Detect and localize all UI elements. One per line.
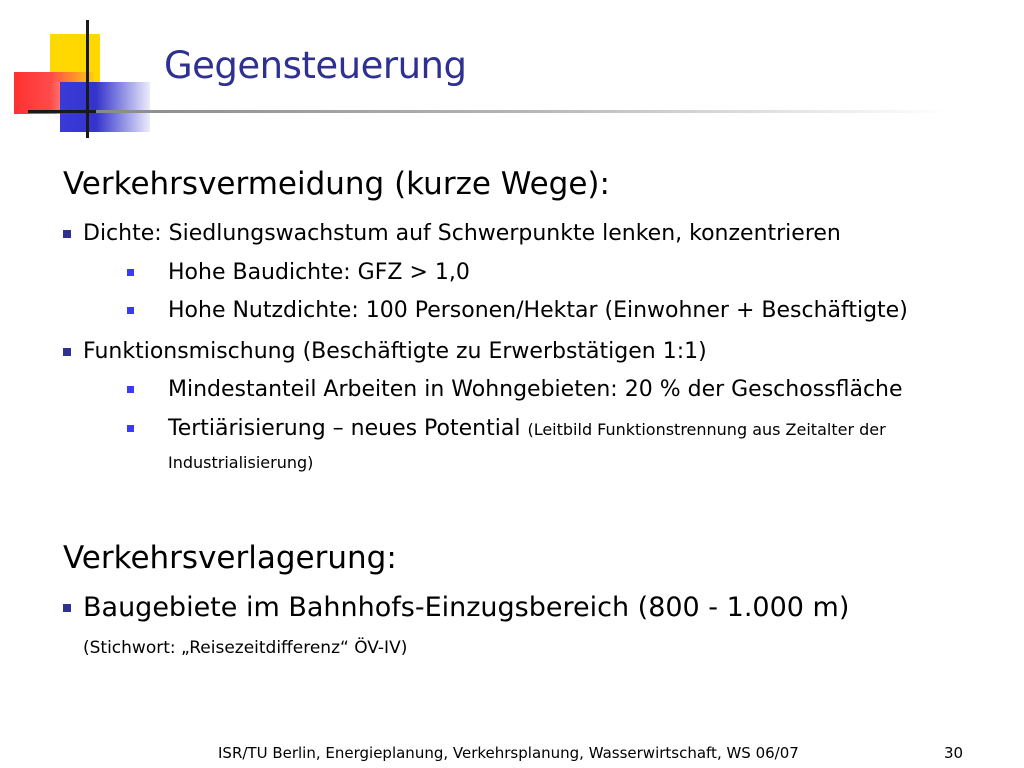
- sub-bullet-text: Hohe Baudichte: GFZ > 1,0: [168, 260, 470, 285]
- sub-bullet-note: (Leitbild Funktionstrennung aus Zeitalter der: [527, 420, 886, 439]
- sub-bullet-text: Hohe Nutzdichte: 100 Personen/Hektar (Einwohner + Beschäftigte): [168, 298, 908, 323]
- bullet-item-baugebiete: [63, 592, 849, 623]
- slide-title: Gegensteuerung: [164, 44, 467, 87]
- sub-bullet-note-continued: Industrialisierung): [168, 453, 314, 472]
- section-heading-vermeidung: Verkehrsvermeidung (kurze Wege):: [63, 166, 610, 202]
- bullet-text: Dichte: Siedlungswachstum auf Schwerpunkte lenken, konzentrieren: [83, 221, 841, 246]
- square-bullet-icon: [63, 348, 71, 356]
- square-bullet-icon: [63, 604, 71, 612]
- title-divider: [96, 110, 946, 113]
- bullet-note-stichwort: (Stichwort: „Reisezeitdifferenz“ ÖV-IV): [83, 638, 408, 658]
- square-bullet-icon: [127, 425, 134, 432]
- slide-logo: [0, 0, 160, 150]
- sub-bullet-nutzdichte: [127, 298, 908, 323]
- bullet-item-funktionsmischung: [63, 339, 707, 364]
- sub-bullet-tertiaerisierung: [127, 416, 886, 441]
- logo-blue-block: [60, 82, 150, 132]
- square-bullet-icon: [127, 386, 134, 393]
- square-bullet-icon: [127, 307, 134, 314]
- sub-bullet-text: Mindestanteil Arbeiten in Wohngebieten: 20 % der Geschossfläche: [168, 377, 903, 402]
- logo-vertical-line: [86, 20, 89, 138]
- page-number: 30: [944, 744, 964, 762]
- bullet-text: Funktionsmischung (Beschäftigte zu Erwerbstätigen 1:1): [83, 339, 707, 364]
- sub-bullet-baudichte: [127, 260, 470, 285]
- bullet-item-dichte: [63, 221, 841, 246]
- square-bullet-icon: [63, 230, 71, 238]
- square-bullet-icon: [127, 269, 134, 276]
- bullet-text: Baugebiete im Bahnhofs-Einzugsbereich (800 - 1.000 m): [83, 592, 850, 623]
- sub-bullet-text: Tertiärisierung – neues Potential: [168, 416, 521, 441]
- section-heading-verlagerung: Verkehrsverlagerung:: [63, 540, 397, 576]
- slide-footer: ISR/TU Berlin, Energieplanung, Verkehrsplanung, Wasserwirtschaft, WS 06/07: [218, 744, 799, 762]
- sub-bullet-mindestanteil: [127, 377, 903, 402]
